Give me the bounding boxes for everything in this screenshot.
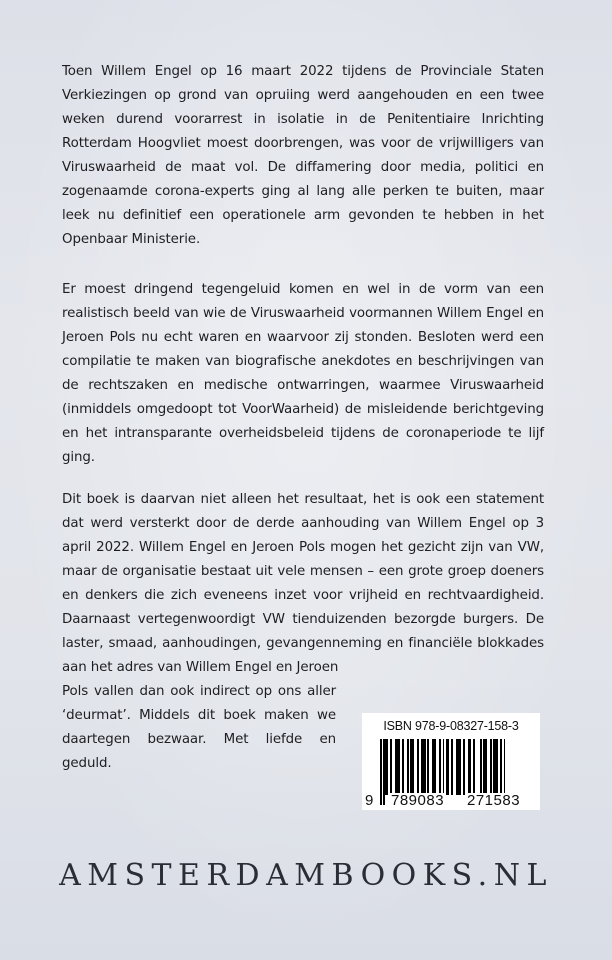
blurb-paragraph-3-continued: Pols vallen dan ook indirect op ons aller ‘deurmat’. Middels dit boek maken we daartegen bezwaar. Met liefde en geduld. <box>62 684 336 771</box>
publisher-website: AMSTERDAMBOOKS.NL <box>59 858 553 893</box>
isbn-barcode <box>362 713 540 810</box>
barcode-digit-first: 9 <box>365 792 374 809</box>
barcode-digits-right: 271583 <box>467 792 521 809</box>
blurb-paragraph-1: Toen Willem Engel op 16 maart 2022 tijdens de Provinciale Staten Verkiezingen op grond van opruiing werd aangehouden en een twee weken durend voorarrest in isolatie in de Penitentiaire Inrichting Rotterdam Hoogvliet moest doorbrengen, was voor de vrijwilligers van Viruswaarheid de maat vol. De diffamering door media, politici en zogenaamde corona-experts ging al lang alle perken te buiten, maar leek nu definitief een operationele arm gevonden te hebben in het Openbaar Ministerie. <box>62 64 544 247</box>
blurb-paragraph-3: Dit boek is daarvan niet alleen het resultaat, het is ook een statement dat werd versterkt door de derde aanhouding van Willem Engel op 3 april 2022. Willem Engel en Jeroen Pols mogen het gezicht zijn van VW, maar de organisatie bestaat uit vele mensen – een grote groep doeners en denkers die zich eveneens inzet voor vrijheid en rechtvaardigheid. Daarnaast vertegenwoordigt VW tienduizenden bezorgde burgers. De laster, smaad, aanhoudingen, gevangenneming en financiële blokkades aan het adres van Willem Engel en Jeroen <box>62 492 544 675</box>
barcode-digits-left: 789083 <box>391 792 445 809</box>
isbn-label: ISBN 978-9-08327-158-3 <box>383 719 519 733</box>
blurb-paragraph-2: Er moest dringend tegengeluid komen en wel in de vorm van een realistisch beeld van wie de Viruswaarheid voormannen Willem Engel en Jeroen Pols nu echt waren en waarvoor zij stonden. Besloten werd een compilatie te maken van biografische anekdotes en beschrijvingen van de rechtszaken en medische ontwarringen, waarmee Viruswaarheid (inmiddels omgedoopt tot VoorWaarheid) de misleidende berichtgeving en het intransparante overheidsbeleid tijdens de coronaperiode te lijf ging. <box>62 282 544 465</box>
